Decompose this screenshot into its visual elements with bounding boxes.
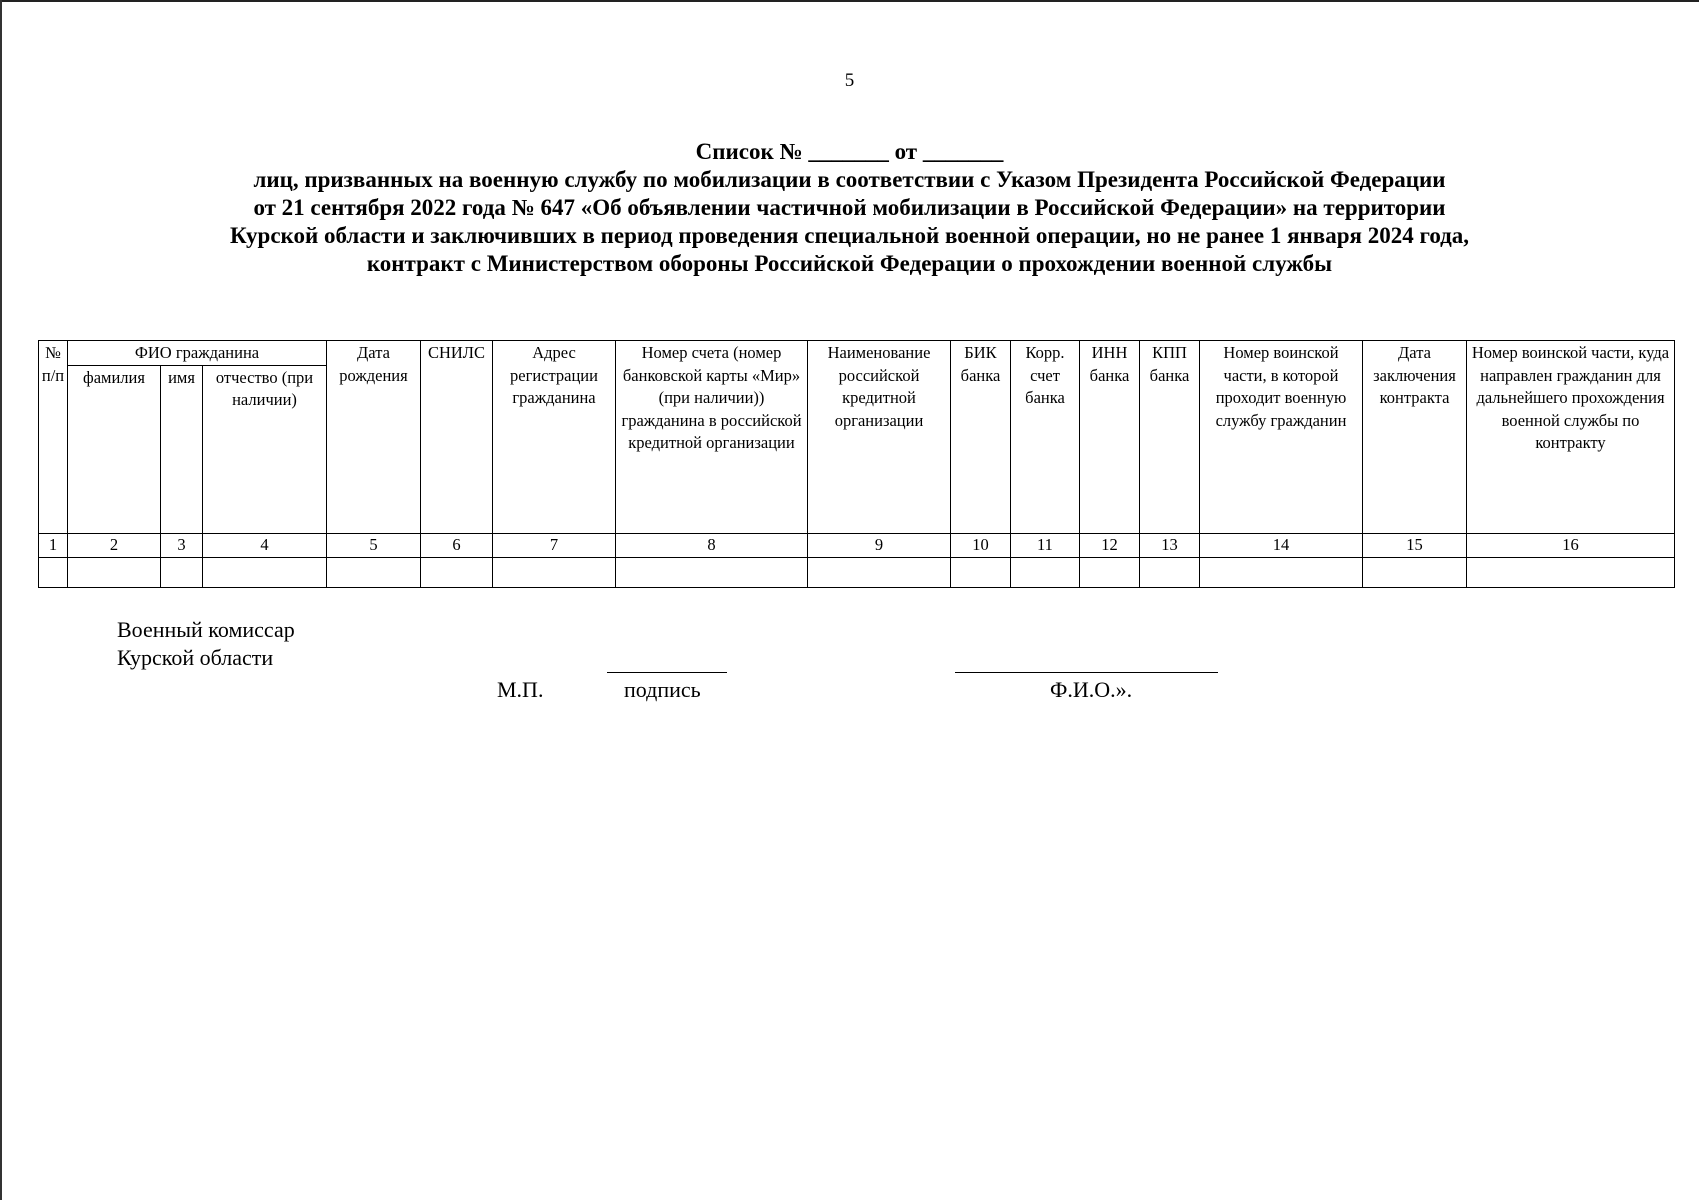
header-inn: ИНН банка xyxy=(1080,341,1140,534)
column-number: 13 xyxy=(1140,533,1200,557)
column-number: 8 xyxy=(616,533,808,557)
document-title xyxy=(0,138,1699,278)
table-cell xyxy=(1011,557,1080,587)
column-number: 11 xyxy=(1011,533,1080,557)
column-number: 2 xyxy=(68,533,161,557)
table-cell xyxy=(1080,557,1140,587)
table-cell xyxy=(161,557,203,587)
table-row xyxy=(39,557,1675,587)
scan-edge-top xyxy=(0,0,1699,2)
table-cell xyxy=(1140,557,1200,587)
table-cell xyxy=(1363,557,1467,587)
column-number: 5 xyxy=(327,533,421,557)
table-cell xyxy=(39,557,68,587)
signatory-position xyxy=(117,616,295,672)
table-cell xyxy=(1467,557,1675,587)
mobilization-list-table xyxy=(38,340,1675,588)
column-number-row xyxy=(39,533,1675,557)
name-line xyxy=(955,672,1218,673)
header-unit-service: Номер воинской части, в которой проходит военную службу гражданин xyxy=(1200,341,1363,534)
column-number: 15 xyxy=(1363,533,1467,557)
signatory-position-line1: Военный комиссар xyxy=(117,617,295,642)
table-cell xyxy=(951,557,1011,587)
title-line-5: контракт с Министерством обороны Российской Федерации о прохождении военной службы xyxy=(366,251,1333,276)
header-account: Номер счета (номер банковской карты «Мир» (при наличии)) гражданина в российской кредитной организации xyxy=(616,341,808,534)
table-cell xyxy=(68,557,161,587)
title-line-4: Курской области и заключивших в период проведения специальной военной операции, но не ранее 1 января 2024 года, xyxy=(229,223,1470,248)
header-corr-account: Корр. счет банка xyxy=(1011,341,1080,534)
header-address: Адрес регистрации гражданина xyxy=(493,341,616,534)
signature-line xyxy=(607,672,727,673)
name-label: Ф.И.О.». xyxy=(1050,677,1133,702)
title-line-2: лиц, призванных на военную службу по мобилизации в соответствии с Указом Президента Российской Федерации xyxy=(253,167,1446,192)
table-cell xyxy=(493,557,616,587)
header-bik: БИК банка xyxy=(951,341,1011,534)
signature-label: подпись xyxy=(624,677,701,702)
table-cell xyxy=(1200,557,1363,587)
header-birth-date: Дата рождения xyxy=(327,341,421,534)
column-number: 14 xyxy=(1200,533,1363,557)
header-fio-group: ФИО гражданина xyxy=(68,341,327,366)
header-surname: фамилия xyxy=(68,365,161,533)
header-patronymic: отчество (при наличии) xyxy=(203,365,327,533)
stamp-label: М.П. xyxy=(497,677,544,702)
header-bank-name: Наименование российской кредитной организации xyxy=(808,341,951,534)
header-contract-date: Дата заключения контракта xyxy=(1363,341,1467,534)
table-cell xyxy=(327,557,421,587)
column-number: 1 xyxy=(39,533,68,557)
table-cell xyxy=(808,557,951,587)
header-row-1 xyxy=(39,341,1675,366)
header-unit-target: Номер воинской части, куда направлен гражданин для дальнейшего прохождения военной службы по контракту xyxy=(1467,341,1675,534)
title-line-list: Список № _______ от _______ xyxy=(695,139,1004,164)
column-number: 16 xyxy=(1467,533,1675,557)
table-cell xyxy=(421,557,493,587)
header-snils: СНИЛС xyxy=(421,341,493,534)
column-number: 9 xyxy=(808,533,951,557)
column-number: 7 xyxy=(493,533,616,557)
table-cell xyxy=(203,557,327,587)
page-number: 5 xyxy=(844,70,855,91)
header-name: имя xyxy=(161,365,203,533)
column-number: 4 xyxy=(203,533,327,557)
column-number: 3 xyxy=(161,533,203,557)
column-number: 12 xyxy=(1080,533,1140,557)
signatory-position-line2: Курской области xyxy=(117,645,274,670)
title-line-3: от 21 сентября 2022 года № 647 «Об объявлении частичной мобилизации в Российской Федерации» на территории xyxy=(253,195,1446,220)
table-cell xyxy=(616,557,808,587)
header-kpp: КПП банка xyxy=(1140,341,1200,534)
header-num: № п/п xyxy=(39,341,68,534)
column-number: 6 xyxy=(421,533,493,557)
column-number: 10 xyxy=(951,533,1011,557)
